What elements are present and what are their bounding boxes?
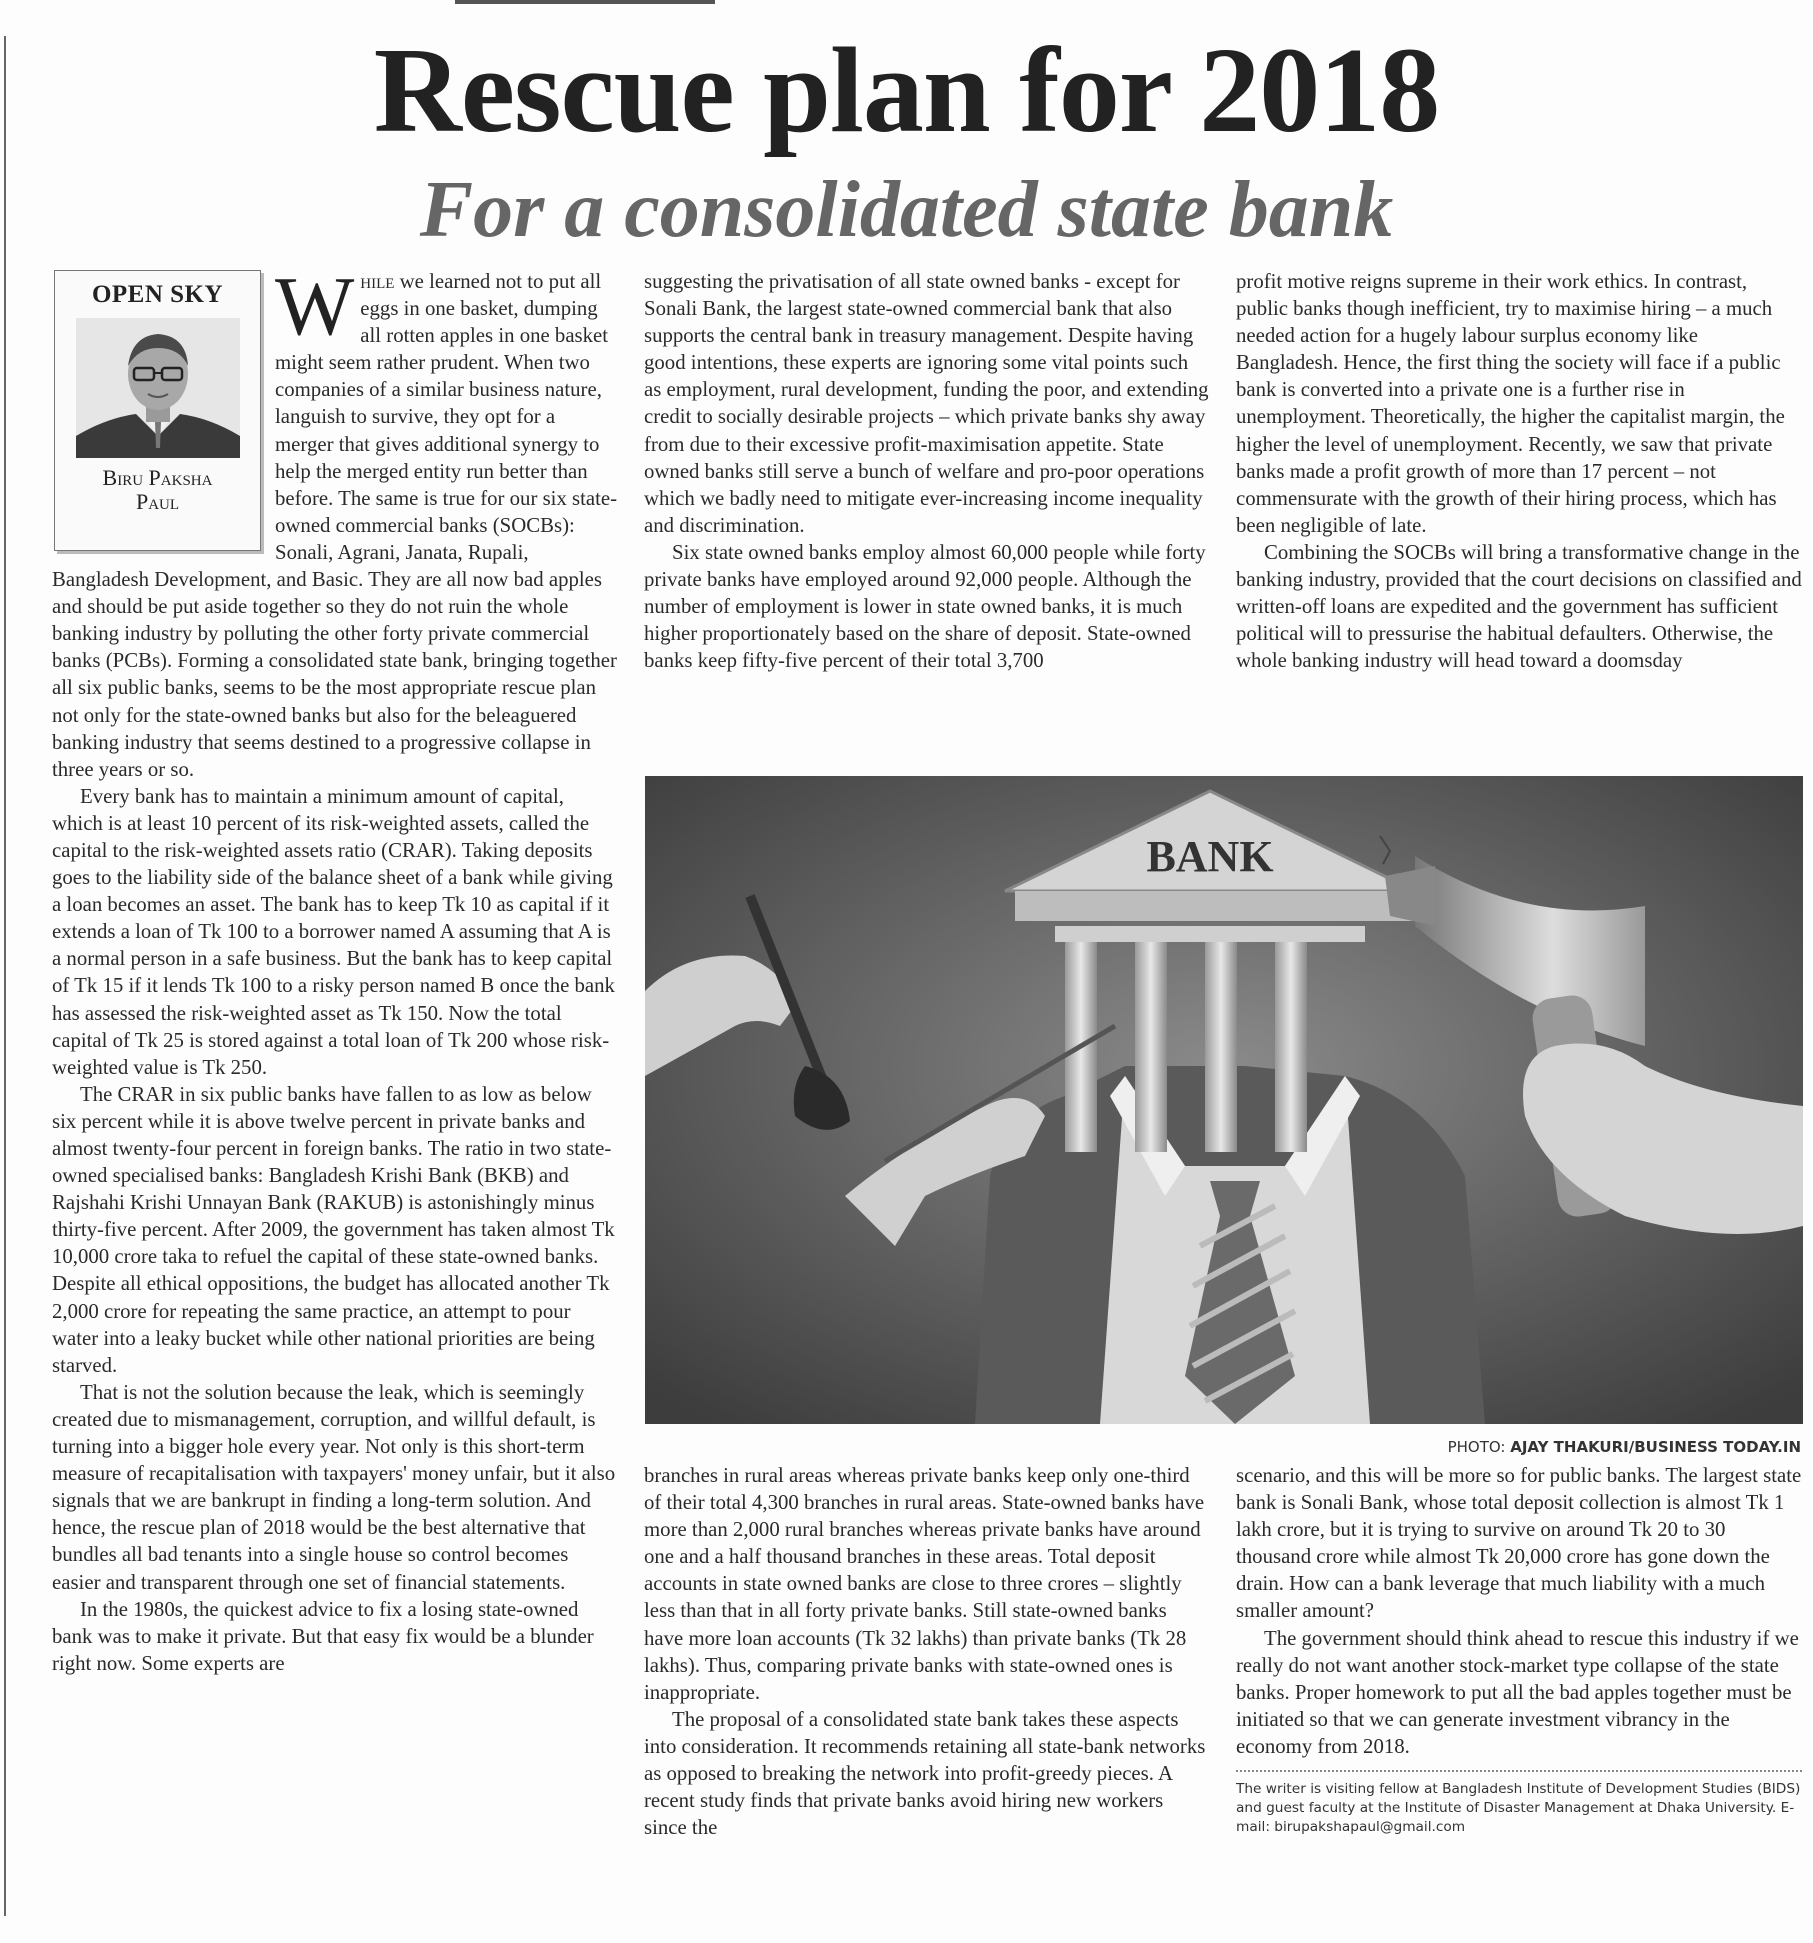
left-margin-rule — [4, 36, 6, 1916]
paragraph: In the 1980s, the quickest advice to fix a losing state-owned bank was to make it private. But that easy fix would be a blunder right now. Some experts are — [52, 1597, 594, 1675]
headline: Rescue plan for 2018 — [373, 23, 1440, 158]
column-byline-box — [54, 270, 261, 551]
lead-word: hile — [360, 270, 395, 293]
paragraph: That is not the solution because the leak, which is seemingly created due to mismanagement, corruption, and willful default, is turning into a bigger hole every year. Not only is this short-term measure of recapitalisation with taxpayers' money unfair, but it also signals that we are bankrupt in finding a long-term solution. And hence, the rescue plan of 2018 would be the best alternative that bundles all bad tenants into a single house so control becomes easier and transparent through one set of financial statements. — [52, 1380, 616, 1594]
article-column-3-top — [1236, 268, 1802, 674]
article-column-1 — [52, 260, 618, 1677]
paragraph: scenario, and this will be more so for public banks. The largest state bank is Sonali Bank, whose total deposit collection is almost Tk 1 lakh crore, but it is trying to survive on around Tk 20 to 30 thousand crore while almost Tk 20,000 crore has gone down the drain. How can a bank leverage that much liability with a much smaller amount? — [1236, 1464, 1802, 1623]
drop-cap: W — [275, 260, 355, 353]
photo-credit — [1448, 1438, 1801, 1456]
top-rule — [455, 0, 715, 4]
author-name-line2: Paul — [135, 489, 180, 515]
bank-illustration-photo — [645, 776, 1803, 1424]
lead-text: we learned not to put all eggs in one basket, dumping all rotten apples in one basket might seem rather prudent. When two companies of a similar business nature, languish to survive, they opt for a merger that gives additional synergy to help the merged entity run better than before. The same is true for our six state-owned commercial banks (SOCBs): Sonali, Agrani, Janata, Rupali, Bangladesh Development, and Basic. They are all now bad apples and should be put aside together so they do not ruin the whole banking industry by polluting the other forty private commercial banks (PCBs). Forming a consolidated state bank, bringing together all six public banks, seems to be the most appropriate rescue plan not only for the state-owned banks but also for the beleaguered banking industry that seems destined to a progressive collapse in three years or so. — [52, 270, 618, 781]
author-portrait — [76, 318, 240, 458]
paragraph: profit motive reigns supreme in their work ethics. In contrast, public banks though inefficient, try to maximise hiring – a much needed action for a hugely labour surplus economy like Bangladesh. Hence, the first thing the society will face if a public bank is converted into a private one is a further rise in unemployment. Theoretically, the higher the capitalist margin, the higher the level of unemployment. Recently, we saw that private banks made a profit growth of more than 17 percent – not commensurate with the growth of their hiring process, which has been negligible of late. — [1236, 270, 1785, 537]
paragraph: branches in rural areas whereas private banks keep only one-third of their total 4,300 branches in rural areas. State-owned banks have more than 2,000 rural branches whereas private banks have around one and a half thousand branches in these areas. Total deposit accounts in state owned banks are close to three crores – slightly less than that in all forty private banks. Still state-owned banks have more loan accounts (Tk 32 lakhs) than private banks (Tk 28 lakhs). Thus, comparing private banks with state-owned ones is inappropriate. — [644, 1464, 1205, 1704]
column-name: OPEN SKY — [91, 281, 224, 308]
bank-sign: BANK — [1146, 832, 1274, 881]
paragraph: Combining the SOCBs will bring a transformative change in the banking industry, provided that the court decisions on classified and written-off loans are expedited and the government has sufficient political will to pressurise the habitual defaulters. Otherwise, the whole banking industry will head toward a doomsday — [1236, 540, 1802, 673]
article-column-2-top — [644, 268, 1210, 674]
article-column-2-bottom — [644, 1462, 1210, 1841]
article-column-3-bottom — [1236, 1462, 1802, 1837]
paragraph: The proposal of a consolidated state bank takes these aspects into consideration. It recommends retaining all state-bank networks as opposed to breaking the network into profit-greedy pieces. A recent study finds that private banks avoid hiring new workers since the — [644, 1707, 1206, 1840]
photo-credit-label: PHOTO: — [1447, 1438, 1511, 1456]
paragraph: The government should think ahead to rescue this industry if we really do not want another stock-market type collapse of the state banks. Proper homework to put all the bad apples together must be initiated so that we can generate investment vibrancy in the economy from 2018. — [1236, 1626, 1799, 1758]
paragraph: Every bank has to maintain a minimum amount of capital, which is at least 10 percent of its risk-weighted assets, called the capital to the risk-weighted assets ratio (CRAR). Taking deposits goes to the liability side of the balance sheet of a bank while giving a loan becomes an asset. The bank has to keep Tk 10 as capital if it extends a loan of Tk 100 to a borrower named A assuming that A is a normal person in a safe business. But the bank has to keep capital of Tk 15 if it lends Tk 100 to a risky person named B once the bank has assessed the risk-weighted asset as Tk 150. Now the total capital of Tk 25 is stored against a total loan of Tk 200 whose risk-weighted value is Tk 250. — [52, 784, 615, 1079]
paragraph: suggesting the privatisation of all state owned banks - except for Sonali Bank, the largest state-owned commercial bank that also supports the central bank in treasury management. Despite having good intentions, these experts are ignoring some vital points such as employment, rural development, funding the poor, and extending credit to socially desirable projects – which private banks shy away from due to their excessive profit-maximisation appetite. State owned banks still serve a bunch of welfare and pro-poor operations which we badly need to mitigate ever-increasing income inequality and discrimination. — [644, 270, 1209, 537]
subheadline: For a consolidated state bank — [419, 166, 1394, 254]
photo-credit-name: AJAY THAKURI/BUSINESS TODAY.IN — [1510, 1438, 1801, 1456]
dotted-divider — [1236, 1770, 1802, 1772]
paragraph: Six state owned banks employ almost 60,000 people while forty private banks have employed around 92,000 people. Although the number of employment is lower in state owned banks, it is much higher proportionately based on the share of deposit. State-owned banks keep fifty-five percent of their total 3,700 — [644, 540, 1206, 673]
author-note: The writer is visiting fellow at Bangladesh Institute of Development Studies (BIDS) and guest faculty at the Institute of Disaster Management at Dhaka University. E-mail: birupakshapaul@gmail.com — [1236, 1781, 1801, 1836]
paragraph: The CRAR in six public banks have fallen to as low as below six percent while it is above twelve percent in private banks and almost twenty-four percent in foreign banks. The ratio in two state-owned specialised banks: Bangladesh Krishi Bank (BKB) and Rajshahi Krishi Unnayan Bank (RAKUB) is astonishingly minus thirty-five percent. After 2009, the government has taken almost Tk 10,000 crore taka to refuel the capital of these state-owned banks. Despite all ethical oppositions, the budget has allocated another Tk 2,000 crore for repeating the same practice, an attempt to pour water into a leaky bucket while other national priorities are being starved. — [52, 1082, 615, 1377]
author-name-line1: Biru Paksha — [102, 465, 213, 491]
